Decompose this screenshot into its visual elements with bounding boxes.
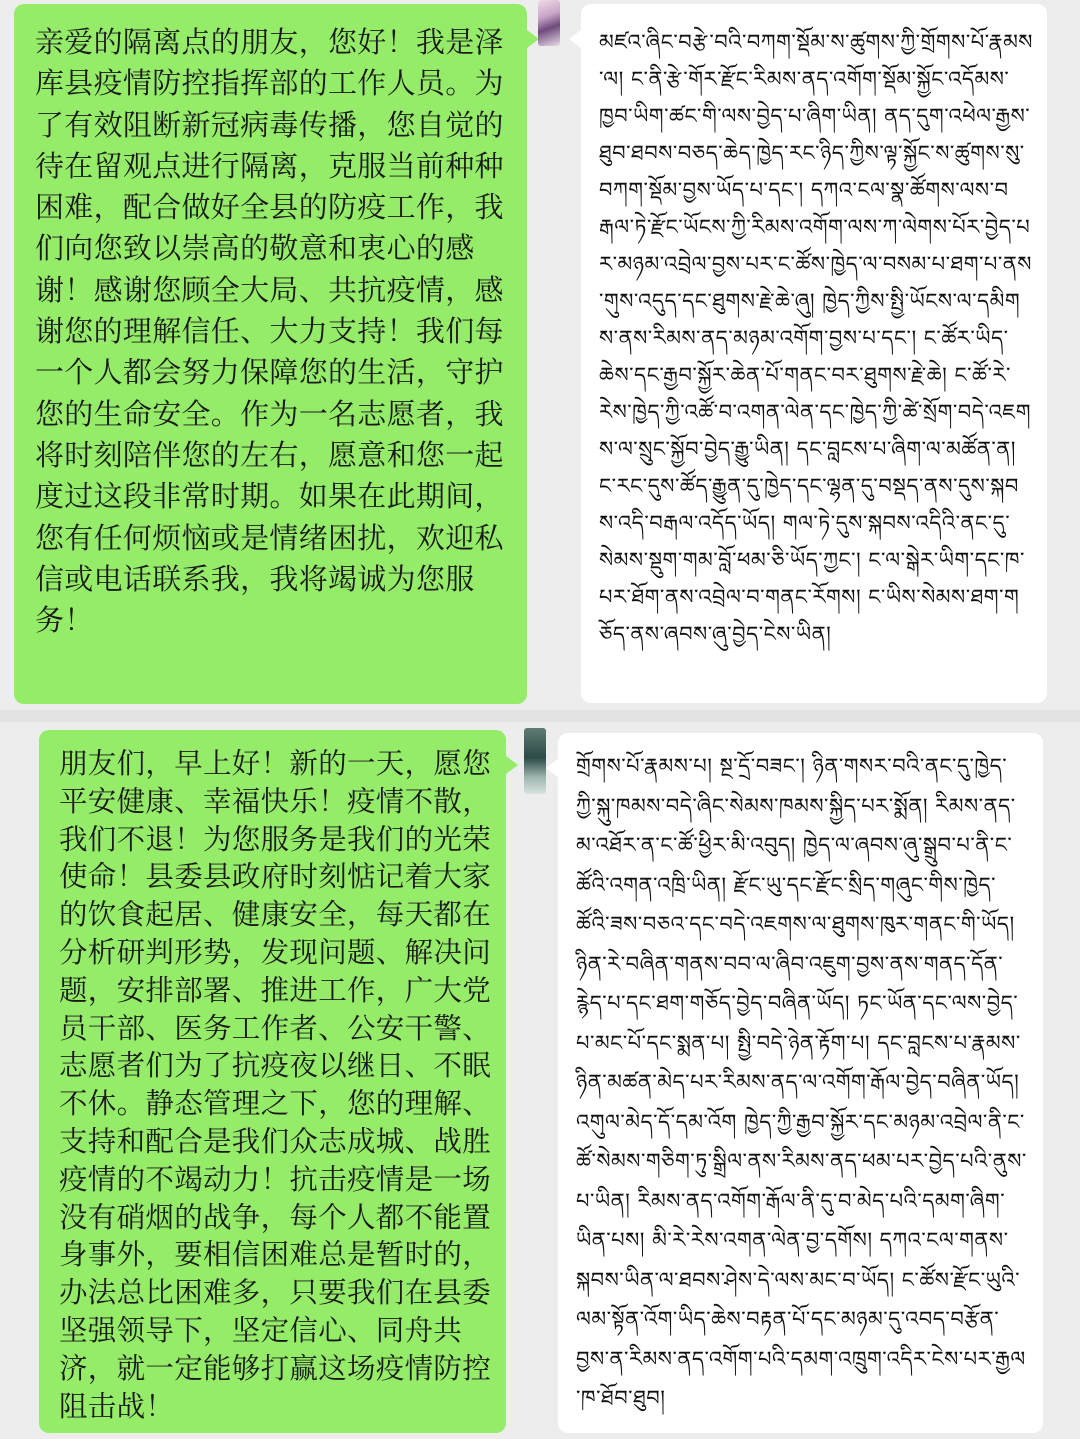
bubble-tail	[569, 30, 581, 48]
message-bubble-incoming[interactable]	[581, 4, 1047, 703]
message-text: 亲爱的隔离点的朋友，您好！我是泽库县疫情防控指挥部的工作人员。为了有效阻断新冠病毒传播，您自觉的待在留观点进行隔离，克服当前种种困难，配合做好全县的防疫工作，我们向您致以崇高的敬意和衷心的感谢！感谢您顾全大局、共抗疫情，感谢您的理解信任、大力支持！我们每一个人都会努力保障您的生活，守护您的生命安全。作为一名志愿者，我将时刻陪伴您的左右，愿意和您一起度过这段非常时期。如果在此期间，您有任何烦恼或是情绪困扰，欢迎私信或电话联系我，我将竭诚为您服务！	[35, 25, 504, 638]
message-text: གྲོགས་པོ་རྣམས་པ། སྔ་དྲོ་བཟང་། ཉིན་གསར་བའི་ནང་དུ་ཁྱེད་ཀྱི་སྐུ་ཁམས་བདེ་ཞིང་སེམས་ཁམས་སྐྱིད་པར་སྨོན། རིམས་ནད་མ་འཐོར་ན་ང་ཚོ་ཕྱིར་མི་འབུད། ཁྱེད་ལ་ཞབས་ཞུ་སྒྲུབ་པ་ནི་ང་ཚོའི་འགན་འཁྲི་ཡིན། རྫོང་ཡུ་དང་རྫོང་སྲིད་གཞུང་གིས་ཁྱེད་ཚོའི་ཟས་བཅའ་དང་བདེ་འཇགས་ལ་ཐུགས་ཁུར་གནང་གི་ཡོད། ཉིན་རེ་བཞིན་གནས་བབ་ལ་ཞིབ་འཇུག་བྱས་ནས་གནད་དོན་རྙེད་པ་དང་ཐག་གཅོད་བྱེད་བཞིན་ཡོད། ཏང་ཡོན་དང་ལས་བྱེད་པ་མང་པོ་དང་སྨན་པ། སྤྱི་བདེ་ཉེན་རྟོག་པ། དང་བླངས་པ་རྣམས་ཉིན་མཚན་མེད་པར་རིམས་ནད་ལ་འགོག་རྒོལ་བྱེད་བཞིན་ཡོད། འགུལ་མེད་དོ་དམ་འོག ཁྱེད་ཀྱི་རྒྱབ་སྐྱོར་དང་མཉམ་འབྲེལ་ནི་ང་ཚོ་སེམས་གཅིག་ཏུ་སྒྲིལ་ནས་རིམས་ནད་ཕམ་པར་བྱེད་པའི་ནུས་པ་ཡིན། རིམས་ནད་འགོག་རྒོལ་ནི་དུ་བ་མེད་པའི་དམག་ཞིག་ཡིན་པས། མི་རེ་རེས་འགན་ལེན་བྱ་དགོས། དཀའ་ངལ་གནས་སྐབས་ཡིན་ལ་ཐབས་ཤེས་དེ་ལས་མང་བ་ཡོད། ང་ཚོས་རྫོང་ཡུའི་ལམ་སྟོན་འོག་ཡིད་ཆེས་བརྟན་པོ་དང་མཉམ་དུ་འབད་བརྩོན་བྱས་ན་རིམས་ནད་འགོག་པའི་དམག་འཁྲུག་འདིར་ངེས་པར་རྒྱལ་ཁ་ཐོབ་ཐུབ།	[576, 754, 1027, 1410]
screenshot-divider	[0, 710, 1080, 722]
message-text: མཛའ་ཞིང་བརྩེ་བའི་བཀག་སྡོམ་ས་ཚུགས་ཀྱི་གྲོགས་པོ་རྣམས་ལ། ང་ནི་རྩེ་གོར་རྫོང་རིམས་ནད་འགོག་སྡོམ་སྐྱོང་འདོམས་ཁྱབ་ཡིག་ཚང་གི་ལས་བྱེད་པ་ཞིག་ཡིན། ནད་དུག་འཕེལ་རྒྱས་ཐུབ་ཐབས་བཅད་ཆེད་ཁྱེད་རང་ཉིད་ཀྱིས་ལྟ་སྐྱོང་ས་ཚུགས་སུ་བཀག་སྡོམ་བྱས་ཡོད་པ་དང་། དཀའ་ངལ་སྣ་ཚོགས་ལས་བརྒལ་ཏེ་རྫོང་ཡོངས་ཀྱི་རིམས་འགོག་ལས་ཀ་ལེགས་པོར་བྱེད་པར་མཉམ་འབྲེལ་བྱས་པར་ང་ཚོས་ཁྱེད་ལ་བསམ་པ་ཐག་པ་ནས་གུས་འདུད་དང་ཐུགས་རྗེ་ཆེ་ཞུ། ཁྱེད་ཀྱིས་སྤྱི་ཡོངས་ལ་དམིགས་ནས་རིམས་ནད་མཉམ་འགོག་བྱས་པ་དང་། ང་ཚོར་ཡིད་ཆེས་དང་རྒྱབ་སྐྱོར་ཆེན་པོ་གནང་བར་ཐུགས་རྗེ་ཆེ། ང་ཚོ་རེ་རེས་ཁྱེད་ཀྱི་འཚོ་བ་འགན་ལེན་དང་ཁྱེད་ཀྱི་ཚེ་སྲོག་བདེ་འཇགས་ལ་སྲུང་སྐྱོབ་བྱེད་རྒྱུ་ཡིན། དང་བླངས་པ་ཞིག་ལ་མཚོན་ན། ང་རང་དུས་ཚོད་རྒྱུན་དུ་ཁྱེད་དང་ལྷན་དུ་བསྡད་ནས་དུས་སྐབས་འདི་བརྒལ་འདོད་ཡོད། གལ་ཏེ་དུས་སྐབས་འདིའི་ནང་དུ་སེམས་སྡུག་གམ་བློ་ཕམ་ཅི་ཡོད་ཀྱང་། ང་ལ་སྒེར་ཡིག་དང་ཁ་པར་ཐོག་ནས་འབྲེལ་བ་གནང་རོགས། ང་ཡིས་སེམས་ཐག་གཅོད་ནས་ཞབས་ཞུ་བྱེད་ངེས་ཡིན།	[599, 30, 1033, 646]
bubble-tail	[506, 756, 518, 774]
message-bubble-outgoing[interactable]	[14, 4, 527, 704]
bubble-tail	[546, 759, 558, 777]
avatar[interactable]	[524, 728, 546, 794]
avatar[interactable]	[538, 0, 560, 46]
message-bubble-incoming[interactable]	[558, 733, 1043, 1433]
message-text: 朋友们，早上好！新的一天，愿您平安健康、幸福快乐！疫情不散，我们不退！为您服务是我们的光荣使命！县委县政府时刻惦记着大家的饮食起居、健康安全，每天都在分析研判形势，发现问题、解决问题，安排部署、推进工作，广大党员干部、医务工作者、公安干警、志愿者们为了抗疫夜以继日、不眠不休。静态管理之下，您的理解、支持和配合是我们众志成城、战胜疫情的不竭动力！抗击疫情是一场没有硝烟的战争，每个人都不能置身事外，要相信困难总是暂时的，办法总比困难多，只要我们在县委坚强领导下，坚定信心、同舟共济，就一定能够打赢这场疫情防控阻击战！	[59, 747, 492, 1423]
message-bubble-outgoing[interactable]	[39, 730, 506, 1433]
